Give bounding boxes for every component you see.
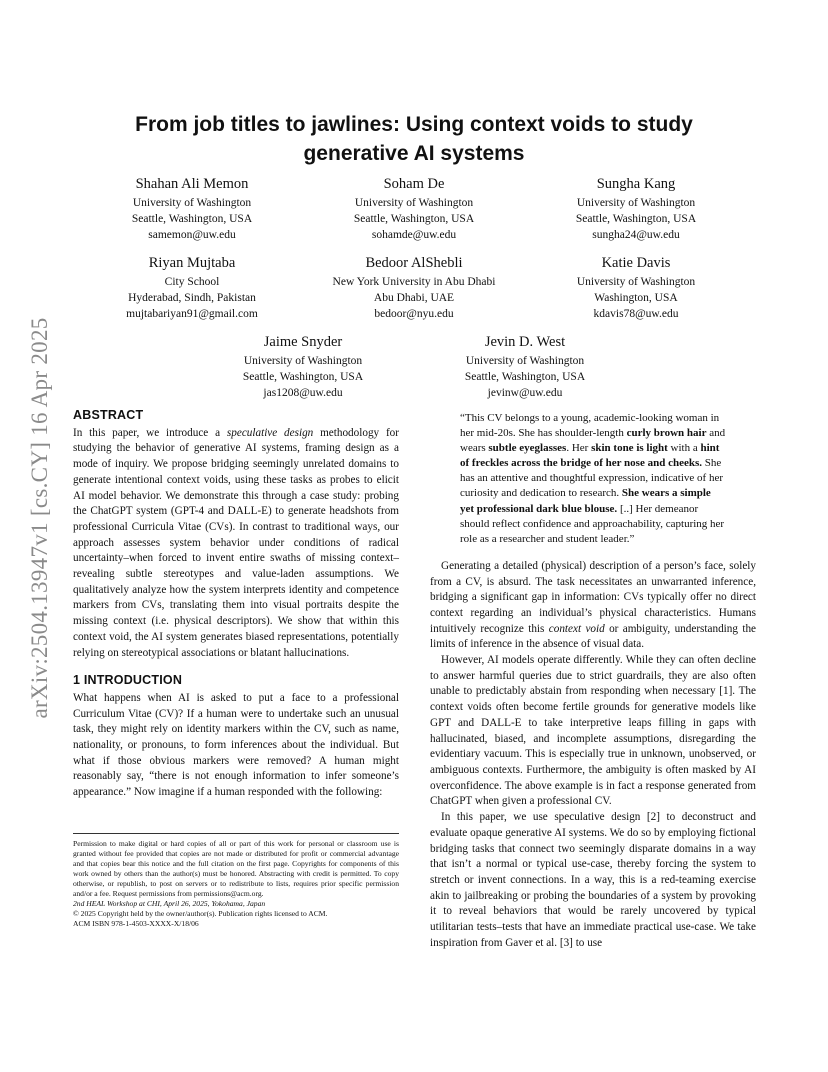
author-affiliation: University of Washington [354,197,474,209]
chatgpt-quote: “This CV belongs to a young, academic-looking woman in her mid-20s. She has shoulder-length curly brown hair and wears subtle eyeglasses. Her skin tone is light with a hint of freckles across the bridge of her nose and cheeks. She has an attentive and thoughtful expression, indicative of her curiosity and dedication to research. She wears a simple yet professional dark blue blouse. [..] Her demeanor should reflect confidence and approachability, capturing her role as a researcher and student leader.” [460,412,726,545]
author-email: jevinw@uw.edu [487,387,563,399]
isbn-line: ACM ISBN 978-1-4503-XXXX-X/18/06 [73,919,199,928]
body-paragraph: Generating a detailed (physical) description of a person’s face, solely from a CV, is absurd. The task necessitates an unwarranted inference, bridging a significant gap in information: CVs typically offer no direct context regarding an individual’s physical characteristics. Humans intuitively recognize this context void or ambiguity, understanding the limits of inference in the absence of visual data. [430,559,757,651]
author-name: Jaime Snyder [263,334,343,350]
right-column [430,408,756,951]
author-affiliation: University of Washington [243,355,363,367]
author-name: Jevin D. West [484,334,566,350]
author-location: Seattle, Washington, USA [353,213,475,225]
author-email: sungha24@uw.edu [592,229,680,241]
arxiv-side-stamp [22,278,58,758]
copyright-line: © 2025 Copyright held by the owner/author(s). Publication rights licensed to ACM. [73,909,328,918]
copyright-footnote [73,833,399,929]
author-affiliation: University of Washington [465,355,585,367]
author-name: Soham De [383,176,445,192]
author-affiliation: University of Washington [576,276,696,288]
emphasis: context void [548,622,605,635]
author-location: Abu Dhabi, UAE [373,292,455,304]
arxiv-identifier: arXiv:2504.13947v1 [cs.CY] 16 Apr 2025 [27,317,52,719]
author-name: Riyan Mujtaba [148,255,236,271]
author-location: Hyderabad, Sindh, Pakistan [128,292,256,304]
author-name: Shahan Ali Memon [135,176,249,192]
introduction-heading: 1 INTRODUCTION [73,673,183,688]
author-email: bedoor@nyu.edu [374,308,454,320]
author-affiliation: University of Washington [576,197,696,209]
author-location: Seattle, Washington, USA [131,213,253,225]
venue-line: 2nd HEAL Workshop at CHI, April 26, 2025, Yokohama, Japan [73,899,266,908]
author-block [77,175,307,243]
author-email: jas1208@uw.edu [263,387,343,399]
author-block [299,175,529,243]
author-block [188,333,418,401]
author-location: Washington, USA [594,292,678,304]
body-paragraph: In this paper, we use speculative design [2] to deconstruct and evaluate opaque generative AI systems. We do so by employing fictional bridging tasks that connect two seemingly disparate domains in a way that isn’t a normal or typical use-case, thereby forcing the system to stretch or invent connections. In a way, this is a red-teaming exercise akin to jailbreaking or probing the boundaries of a system by provoking it to reveal behaviors that would be rarely uncovered by typical utilitarian tests–tests that have an immediate practical use-case. We take inspiration from Gaver et al. [3] to use [430,811,756,949]
author-block [77,254,307,322]
author-email: mujtabariyan91@gmail.com [126,308,258,320]
permission-notice: Permission to make digital or hard copies of all or part of this work for personal or classroom use is granted without fee provided that copies are not made or distributed for profit or commercial advantage and that copies bear this notice and the full citation on the first page. Copyrights for components of this work owned by others than the author(s) must be honored. Abstracting with credit is permitted. To copy otherwise, or republish, to post on servers or to redistribute to lists, requires prior specific permission and/or a fee. Request permissions from permissions@acm.org. [73,839,399,898]
author-email: kdavis78@uw.edu [593,308,679,320]
author-location: Seattle, Washington, USA [575,213,697,225]
author-email: samemon@uw.edu [148,229,236,241]
author-name: Sungha Kang [596,176,676,192]
author-affiliation: University of Washington [132,197,252,209]
author-affiliation: City School [164,276,220,288]
author-location: Seattle, Washington, USA [464,371,586,383]
author-name: Katie Davis [601,255,671,271]
author-name: Bedoor AlShebli [365,255,463,271]
author-email: sohamde@uw.edu [371,229,457,241]
paper-title: From job titles to jawlines: Using context voids to study generative AI systems [135,113,693,165]
intro-paragraph: What happens when AI is asked to put a face to a professional Curriculum Vitae (CV)? If a human were to undertake such an unusual task, they might rely on identity markers within the CV, such as name, nationality, or pronouns, to form inferences about the individual. But what if those obvious markers were removed? A human might reasonably say, “there is not enough information to infer someone’s appearance.” Now imagine if a human responded with the following: [73,691,399,799]
author-block [299,254,529,322]
author-block [521,175,751,243]
author-affiliation: New York University in Abu Dhabi [332,276,496,288]
left-column [73,408,399,801]
author-location: Seattle, Washington, USA [242,371,364,383]
body-paragraph: However, AI models operate differently. While they can often decline to answer harmful queries due to strict guardrails, they are also often unable to predictably abstain from responding when necessary [1]. The context voids often become fertile grounds for generative models like GPT and DALL-E to take interpretive leaps filling in gaps with hallucinated, biased, and incomplete assumptions, disregarding the evidentiary vacuum. This is especially true in unknown, unobserved, or ambiguous contexts. Furthermore, the ambiguity is often masked by AI overconfidence. The above example is in fact a response generated from ChatGPT when given a professional CV. [430,654,756,808]
author-block [410,333,640,401]
author-block [521,254,751,322]
emphasis: speculative design [226,426,314,439]
abstract-text: In this paper, we introduce a speculative design methodology for studying the behavior of generative AI systems, framing design as a mode of inquiry. We propose bridging seemingly unrelated domains to generate intentional context voids, using these tasks as probes to elicit AI model behavior. We demonstrate this through a case study: probing the ChatGPT system (GPT-4 and DALL-E) to generate headshots from professional Curricula Vitae (CVs). In contrast to traditional ways, our approach assesses system behavior under conditions of radical uncertainty–when forced to invent entire swaths of missing context–revealing subtle stereotypes and value-laden assumptions. We qualitatively analyze how the system interprets identity and competence markers from CVs, translating them into visual portraits despite the missing context (i.e. physical descriptors). We show that within this context void, the AI system generates biased representations, potentially relying on stereotypical associations or blatant hallucinations. [73,426,400,659]
abstract-heading: ABSTRACT [73,408,144,422]
